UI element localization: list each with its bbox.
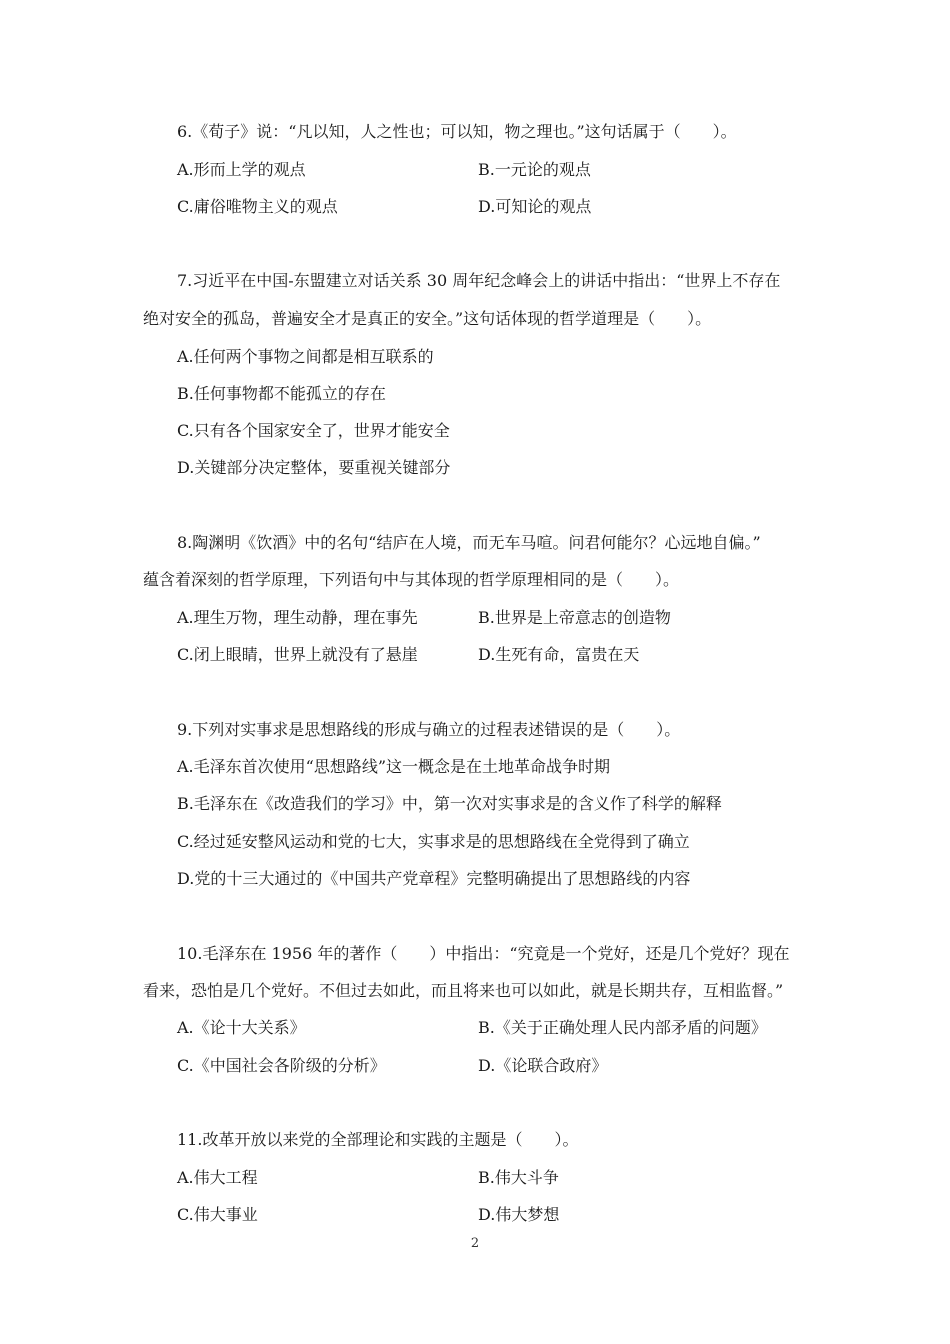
page-number: 2 — [470, 1236, 480, 1251]
question-9-option-a: A.毛泽东首次使用“思想路线”这一概念是在土地革命战争时期 — [177, 757, 611, 776]
question-6-stem: 6.《荀子》说：“凡以知，人之性也；可以知，物之理也。”这句话属于（ ）。 — [177, 122, 737, 141]
question-6-option-c: C.庸俗唯物主义的观点 — [177, 197, 338, 216]
question-7-stem-line-2: 绝对安全的孤岛，普遍安全才是真正的安全。”这句话体现的哲学道理是（ ）。 — [143, 309, 712, 328]
question-9-option-d: D.党的十三大通过的《中国共产党章程》完整明确提出了思想路线的内容 — [177, 869, 691, 888]
question-11-option-d: D.伟大梦想 — [478, 1205, 560, 1224]
question-9-stem: 9.下列对实事求是思想路线的形成与确立的过程表述错误的是（ ）。 — [177, 720, 681, 739]
question-11-stem: 11.改革开放以来党的全部理论和实践的主题是（ ）。 — [177, 1130, 579, 1149]
question-6-option-b: B.一元论的观点 — [478, 160, 591, 179]
question-7-option-c: C.只有各个国家安全了，世界才能安全 — [177, 421, 450, 440]
question-9-option-c: C.经过延安整风运动和党的七大，实事求是的思想路线在全党得到了确立 — [177, 832, 690, 851]
question-8-stem-line-1: 8.陶渊明《饮酒》中的名句“结庐在人境，而无车马喧。问君何能尔？心远地自偏。” — [177, 533, 761, 552]
question-7-stem-line-1: 7.习近平在中国-东盟建立对话关系 30 周年纪念峰会上的讲话中指出：“世界上不存在 — [177, 271, 781, 290]
question-8-option-b: B.世界是上帝意志的创造物 — [478, 608, 671, 627]
question-9-option-b: B.毛泽东在《改造我们的学习》中，第一次对实事求是的含义作了科学的解释 — [177, 794, 722, 813]
question-11-option-c: C.伟大事业 — [177, 1205, 258, 1224]
question-10-option-b: B.《关于正确处理人民内部矛盾的问题》 — [478, 1018, 767, 1037]
question-8-option-a: A.理生万物，理生动静，理在事先 — [177, 608, 418, 627]
question-10-stem-line-1: 10.毛泽东在 1956 年的著作（ ）中指出：“究竟是一个党好，还是几个党好？现在 — [177, 944, 790, 963]
question-11-option-a: A.伟大工程 — [177, 1168, 258, 1187]
question-7-option-a: A.任何两个事物之间都是相互联系的 — [177, 347, 434, 366]
question-7-option-b: B.任何事物都不能孤立的存在 — [177, 384, 386, 403]
question-10-stem-line-2: 看来，恐怕是几个党好。不但过去如此，而且将来也可以如此，就是长期共存，互相监督。” — [143, 981, 784, 1000]
question-7-option-d: D.关键部分决定整体，要重视关键部分 — [177, 458, 451, 477]
question-8-option-d: D.生死有命，富贵在天 — [478, 645, 640, 664]
question-8-option-c: C.闭上眼睛，世界上就没有了悬崖 — [177, 645, 418, 664]
question-6-option-d: D.可知论的观点 — [478, 197, 592, 216]
question-10-option-d: D.《论联合政府》 — [478, 1056, 608, 1075]
question-6-option-a: A.形而上学的观点 — [177, 160, 306, 179]
question-10-option-c: C.《中国社会各阶级的分析》 — [177, 1056, 386, 1075]
question-8-stem-line-2: 蕴含着深刻的哲学原理，下列语句中与其体现的哲学原理相同的是（ ）。 — [143, 570, 680, 589]
question-11-option-b: B.伟大斗争 — [478, 1168, 559, 1187]
question-10-option-a: A.《论十大关系》 — [177, 1018, 306, 1037]
